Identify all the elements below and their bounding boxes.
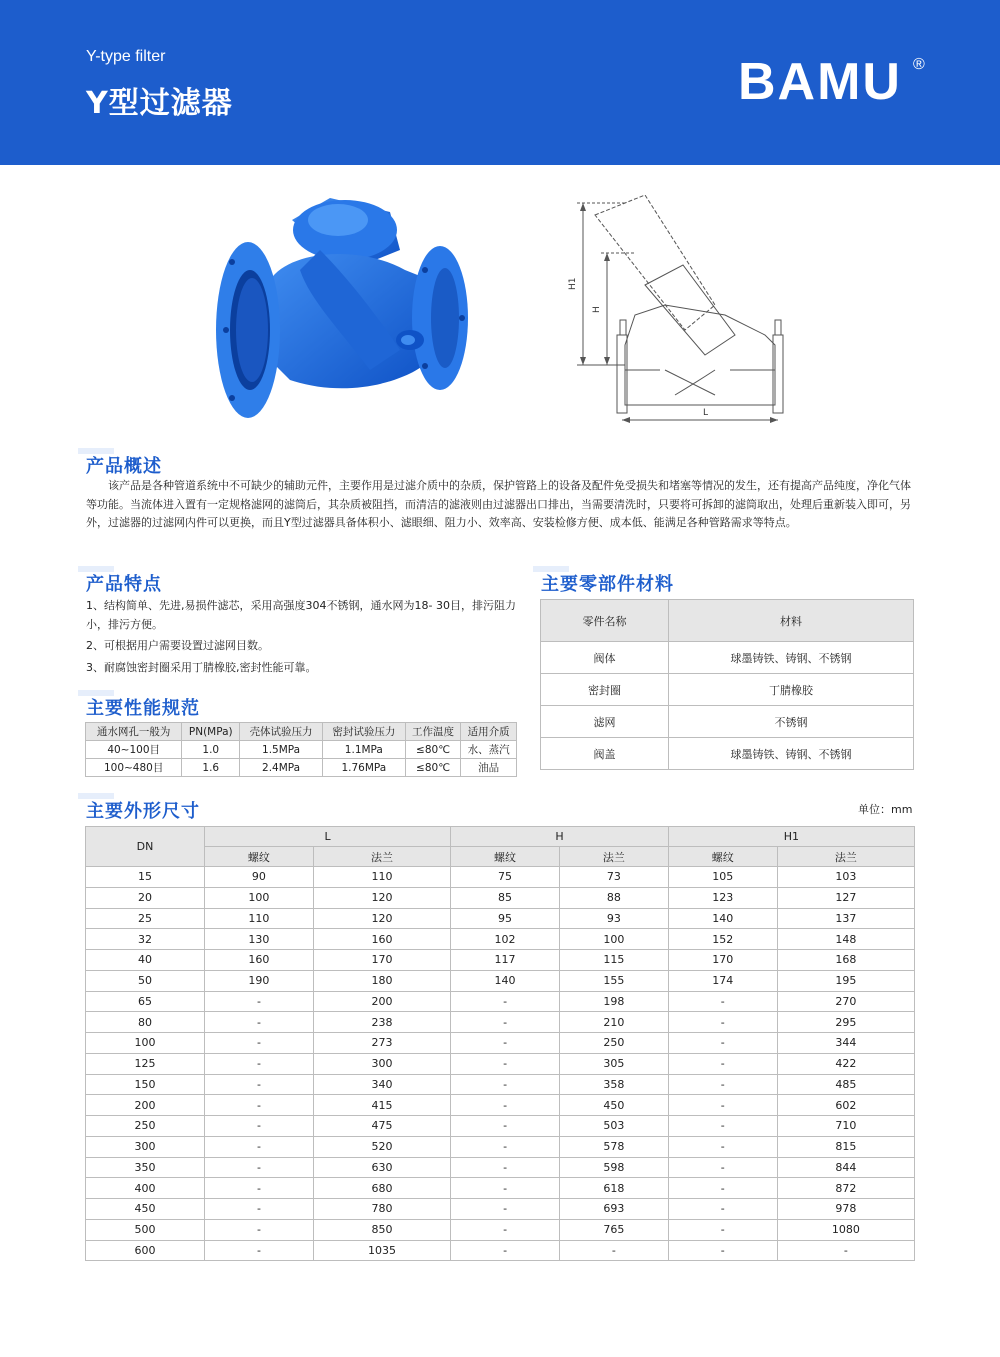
table-row xyxy=(86,970,915,991)
header-cell: PN(MPa) xyxy=(182,723,240,741)
table-cell: 598 xyxy=(559,1157,668,1178)
table-cell: 20 xyxy=(86,887,205,908)
table-cell: - xyxy=(205,1136,314,1157)
table-row xyxy=(541,642,914,674)
table-cell: 85 xyxy=(451,887,560,908)
table-cell: 500 xyxy=(86,1219,205,1240)
table-cell: 150 xyxy=(86,1074,205,1095)
table-row xyxy=(86,1136,915,1157)
table-cell: 180 xyxy=(313,970,450,991)
table-cell: 75 xyxy=(451,867,560,888)
table-cell: 170 xyxy=(668,950,777,971)
table-row xyxy=(86,991,915,1012)
table-cell: 295 xyxy=(777,1012,914,1033)
table-cell: - xyxy=(451,1199,560,1220)
table-cell: - xyxy=(205,1012,314,1033)
table-cell: 32 xyxy=(86,929,205,950)
table-cell: 872 xyxy=(777,1178,914,1199)
table-cell: 602 xyxy=(777,1095,914,1116)
table-cell: 168 xyxy=(777,950,914,971)
table-row xyxy=(86,1095,915,1116)
header-cell: 壳体试验压力 xyxy=(240,723,323,741)
table-cell: 25 xyxy=(86,908,205,929)
table-cell: - xyxy=(668,1074,777,1095)
technical-drawing xyxy=(565,195,805,430)
table-cell: 95 xyxy=(451,908,560,929)
table-header-row xyxy=(541,600,914,642)
table-cell: 50 xyxy=(86,970,205,991)
table-cell: - xyxy=(205,1178,314,1199)
table-cell: 90 xyxy=(205,867,314,888)
table-cell: 195 xyxy=(777,970,914,991)
table-cell: 780 xyxy=(313,1199,450,1220)
table-cell: - xyxy=(668,1136,777,1157)
table-row xyxy=(541,706,914,738)
table-cell: 344 xyxy=(777,1033,914,1054)
table-cell: 250 xyxy=(86,1116,205,1137)
table-cell: 148 xyxy=(777,929,914,950)
table-cell: 80 xyxy=(86,1012,205,1033)
table-cell: 190 xyxy=(205,970,314,991)
table-cell: 40~100目 xyxy=(86,741,182,759)
table-cell: - xyxy=(668,1199,777,1220)
overview-title: 产品概述 xyxy=(86,452,162,478)
feature-item: 2、可根据用户需要设置过滤网目数。 xyxy=(86,639,269,652)
table-cell: 422 xyxy=(777,1053,914,1074)
registered-mark: ® xyxy=(913,56,925,73)
table-cell: 578 xyxy=(559,1136,668,1157)
features-title: 产品特点 xyxy=(86,570,162,596)
table-cell: 844 xyxy=(777,1157,914,1178)
table-cell: - xyxy=(451,1219,560,1240)
table-cell: 阀体 xyxy=(541,642,669,674)
table-cell: - xyxy=(451,1136,560,1157)
table-cell: 415 xyxy=(313,1095,450,1116)
table-cell: 350 xyxy=(86,1157,205,1178)
table-cell: 140 xyxy=(668,908,777,929)
table-cell: 600 xyxy=(86,1240,205,1261)
table-subheader-row xyxy=(86,847,915,867)
table-cell: 1.6 xyxy=(182,759,240,777)
table-cell: 174 xyxy=(668,970,777,991)
table-cell: 152 xyxy=(668,929,777,950)
table-cell: 88 xyxy=(559,887,668,908)
table-cell: 140 xyxy=(451,970,560,991)
table-row xyxy=(86,950,915,971)
header-cell-sub: 螺纹 xyxy=(205,847,314,867)
table-cell: 815 xyxy=(777,1136,914,1157)
table-cell: ≤80℃ xyxy=(405,759,461,777)
table-cell: - xyxy=(777,1240,914,1261)
dim-label-l: L xyxy=(703,408,709,418)
table-cell: 密封圈 xyxy=(541,674,669,706)
table-cell: 130 xyxy=(205,929,314,950)
table-header-row xyxy=(86,827,915,847)
table-cell: 15 xyxy=(86,867,205,888)
table-cell: 117 xyxy=(451,950,560,971)
feature-item: 1、结构简单、先进,易损件滤芯，采用高强度304不锈钢，通水网为18- 30目，排污阻力小，排污方便。 xyxy=(86,599,516,631)
table-cell: 1035 xyxy=(313,1240,450,1261)
table-cell: - xyxy=(668,1178,777,1199)
table-row xyxy=(86,887,915,908)
table-cell: - xyxy=(205,1053,314,1074)
header-cell-sub: 法兰 xyxy=(559,847,668,867)
table-cell: - xyxy=(451,1095,560,1116)
header-cell: 密封试验压力 xyxy=(322,723,405,741)
table-cell: - xyxy=(205,1116,314,1137)
header-cell: 通水网孔一般为 xyxy=(86,723,182,741)
overview-text: 该产品是各种管道系统中不可缺少的辅助元件，主要作用是过滤介质中的杂质，保护管路上的设备及配件免受损失和堵塞等情况的发生，还有提高产品纯度，净化气体等功能。当流体进入置有一定规格滤网的滤筒后，其杂质被阻挡，而清洁的滤液则由过滤器出口排出，当需要清洗时，只要将可拆卸的滤筒取出，处理后重新装入即可，另外，过滤器的过滤网内件可以更换，而且Y型过滤器具备体积小、滤眼细、阻力小、效率高、安装检修方便、成本低、能满足各种管路需求等特点。 xyxy=(86,479,911,529)
table-cell: 978 xyxy=(777,1199,914,1220)
table-row xyxy=(541,738,914,770)
table-cell: - xyxy=(668,1116,777,1137)
header-cell-sub: 法兰 xyxy=(777,847,914,867)
table-cell: 765 xyxy=(559,1219,668,1240)
table-cell: 238 xyxy=(313,1012,450,1033)
table-cell: - xyxy=(451,1157,560,1178)
table-row xyxy=(86,1199,915,1220)
table-cell: 100 xyxy=(559,929,668,950)
table-cell: - xyxy=(668,1095,777,1116)
table-cell: 1.1MPa xyxy=(322,741,405,759)
table-cell: 1.0 xyxy=(182,741,240,759)
table-cell: 球墨铸铁、铸钢、不锈钢 xyxy=(669,642,914,674)
table-cell: 250 xyxy=(559,1033,668,1054)
dim-label-h: H xyxy=(592,306,602,313)
table-cell: 305 xyxy=(559,1053,668,1074)
header-cell: 零件名称 xyxy=(541,600,669,642)
table-cell: 100 xyxy=(86,1033,205,1054)
table-cell: 450 xyxy=(559,1095,668,1116)
header-cell-dn: DN xyxy=(86,827,205,867)
table-row xyxy=(86,1240,915,1261)
table-cell: 123 xyxy=(668,887,777,908)
table-cell: - xyxy=(205,1219,314,1240)
table-cell: 120 xyxy=(313,908,450,929)
table-cell: 103 xyxy=(777,867,914,888)
header-cell-sub: 法兰 xyxy=(313,847,450,867)
header-cell-group: L xyxy=(205,827,451,847)
table-cell: - xyxy=(451,1116,560,1137)
table-cell: - xyxy=(451,1053,560,1074)
table-cell: 1.5MPa xyxy=(240,741,323,759)
table-row xyxy=(86,929,915,950)
table-cell: 丁腈橡胶 xyxy=(669,674,914,706)
table-cell: 127 xyxy=(777,887,914,908)
table-cell: 滤网 xyxy=(541,706,669,738)
table-cell: - xyxy=(451,1074,560,1095)
table-cell: 阀盖 xyxy=(541,738,669,770)
table-cell: - xyxy=(451,1178,560,1199)
table-cell: - xyxy=(668,1219,777,1240)
table-cell: 273 xyxy=(313,1033,450,1054)
table-cell: 160 xyxy=(313,929,450,950)
table-cell: 210 xyxy=(559,1012,668,1033)
table-cell: 水、蒸汽 xyxy=(461,741,517,759)
header-cell-sub: 螺纹 xyxy=(451,847,560,867)
title-english: Y-type filter xyxy=(86,48,166,65)
table-row xyxy=(86,1178,915,1199)
table-cell: 170 xyxy=(313,950,450,971)
table-cell: 73 xyxy=(559,867,668,888)
table-cell: - xyxy=(451,1240,560,1261)
table-cell: 105 xyxy=(668,867,777,888)
performance-table xyxy=(85,722,517,777)
table-cell: - xyxy=(451,1012,560,1033)
materials-table xyxy=(540,599,914,770)
table-cell: 503 xyxy=(559,1116,668,1137)
header-cell: 适用介质 xyxy=(461,723,517,741)
table-row xyxy=(86,1116,915,1137)
features-list xyxy=(86,597,526,680)
table-cell: - xyxy=(205,1199,314,1220)
product-photo xyxy=(210,190,480,440)
table-cell: - xyxy=(668,991,777,1012)
table-cell: 100 xyxy=(205,887,314,908)
table-cell: 93 xyxy=(559,908,668,929)
brand-logo: BAMU xyxy=(738,53,902,111)
table-row xyxy=(86,908,915,929)
table-cell: - xyxy=(668,1033,777,1054)
table-cell: - xyxy=(559,1240,668,1261)
table-cell: 155 xyxy=(559,970,668,991)
dimensions-title: 主要外形尺寸 xyxy=(86,797,200,823)
table-row xyxy=(86,741,517,759)
table-cell: 630 xyxy=(313,1157,450,1178)
table-row xyxy=(86,759,517,777)
table-cell: 358 xyxy=(559,1074,668,1095)
table-row xyxy=(86,1219,915,1240)
table-cell: 100~480目 xyxy=(86,759,182,777)
table-cell: 680 xyxy=(313,1178,450,1199)
table-cell: - xyxy=(205,1240,314,1261)
table-cell: - xyxy=(451,1033,560,1054)
performance-title: 主要性能规范 xyxy=(86,694,200,720)
table-header-row xyxy=(86,723,517,741)
table-cell: 340 xyxy=(313,1074,450,1095)
table-cell: 200 xyxy=(86,1095,205,1116)
table-cell: 300 xyxy=(313,1053,450,1074)
table-cell: - xyxy=(668,1053,777,1074)
table-cell: 1080 xyxy=(777,1219,914,1240)
table-row xyxy=(86,1033,915,1054)
table-cell: 137 xyxy=(777,908,914,929)
table-cell: - xyxy=(668,1240,777,1261)
table-cell: - xyxy=(205,1033,314,1054)
table-cell: 125 xyxy=(86,1053,205,1074)
table-cell: - xyxy=(205,1157,314,1178)
table-cell: 球墨铸铁、铸钢、不锈钢 xyxy=(669,738,914,770)
table-cell: 油品 xyxy=(461,759,517,777)
table-cell: 198 xyxy=(559,991,668,1012)
table-cell: - xyxy=(668,1157,777,1178)
table-cell: 2.4MPa xyxy=(240,759,323,777)
table-cell: - xyxy=(205,991,314,1012)
table-row xyxy=(86,1012,915,1033)
table-cell: 450 xyxy=(86,1199,205,1220)
table-cell: - xyxy=(451,991,560,1012)
table-cell: 710 xyxy=(777,1116,914,1137)
unit-label: 单位：mm xyxy=(858,803,913,816)
header-banner xyxy=(0,0,1000,165)
table-cell: 40 xyxy=(86,950,205,971)
table-cell: 不锈钢 xyxy=(669,706,914,738)
header-cell-sub: 螺纹 xyxy=(668,847,777,867)
table-cell: 200 xyxy=(313,991,450,1012)
table-cell: 110 xyxy=(205,908,314,929)
table-cell: - xyxy=(205,1095,314,1116)
table-row xyxy=(541,674,914,706)
table-row xyxy=(86,1074,915,1095)
feature-item: 3、耐腐蚀密封圈采用丁腈橡胶,密封性能可靠。 xyxy=(86,660,317,674)
dim-label-h1: H1 xyxy=(568,277,578,290)
table-cell: 400 xyxy=(86,1178,205,1199)
table-cell: 475 xyxy=(313,1116,450,1137)
header-cell: 材料 xyxy=(669,600,914,642)
header-cell-group: H1 xyxy=(668,827,914,847)
table-cell: 115 xyxy=(559,950,668,971)
table-cell: - xyxy=(205,1074,314,1095)
header-cell-group: H xyxy=(451,827,669,847)
table-cell: 850 xyxy=(313,1219,450,1240)
table-cell: 618 xyxy=(559,1178,668,1199)
table-cell: 300 xyxy=(86,1136,205,1157)
table-cell: ≤80℃ xyxy=(405,741,461,759)
table-cell: 120 xyxy=(313,887,450,908)
table-cell: 1.76MPa xyxy=(322,759,405,777)
table-cell: 102 xyxy=(451,929,560,950)
materials-title: 主要零部件材料 xyxy=(541,570,674,596)
table-cell: 693 xyxy=(559,1199,668,1220)
header-cell: 工作温度 xyxy=(405,723,461,741)
table-cell: - xyxy=(668,1012,777,1033)
table-cell: 270 xyxy=(777,991,914,1012)
dimensions-table xyxy=(85,826,915,1261)
table-cell: 520 xyxy=(313,1136,450,1157)
table-cell: 110 xyxy=(313,867,450,888)
page-title: Y型过滤器 xyxy=(86,86,233,121)
table-cell: 160 xyxy=(205,950,314,971)
table-cell: 65 xyxy=(86,991,205,1012)
table-row xyxy=(86,867,915,888)
table-row xyxy=(86,1157,915,1178)
table-cell: 485 xyxy=(777,1074,914,1095)
table-row xyxy=(86,1053,915,1074)
